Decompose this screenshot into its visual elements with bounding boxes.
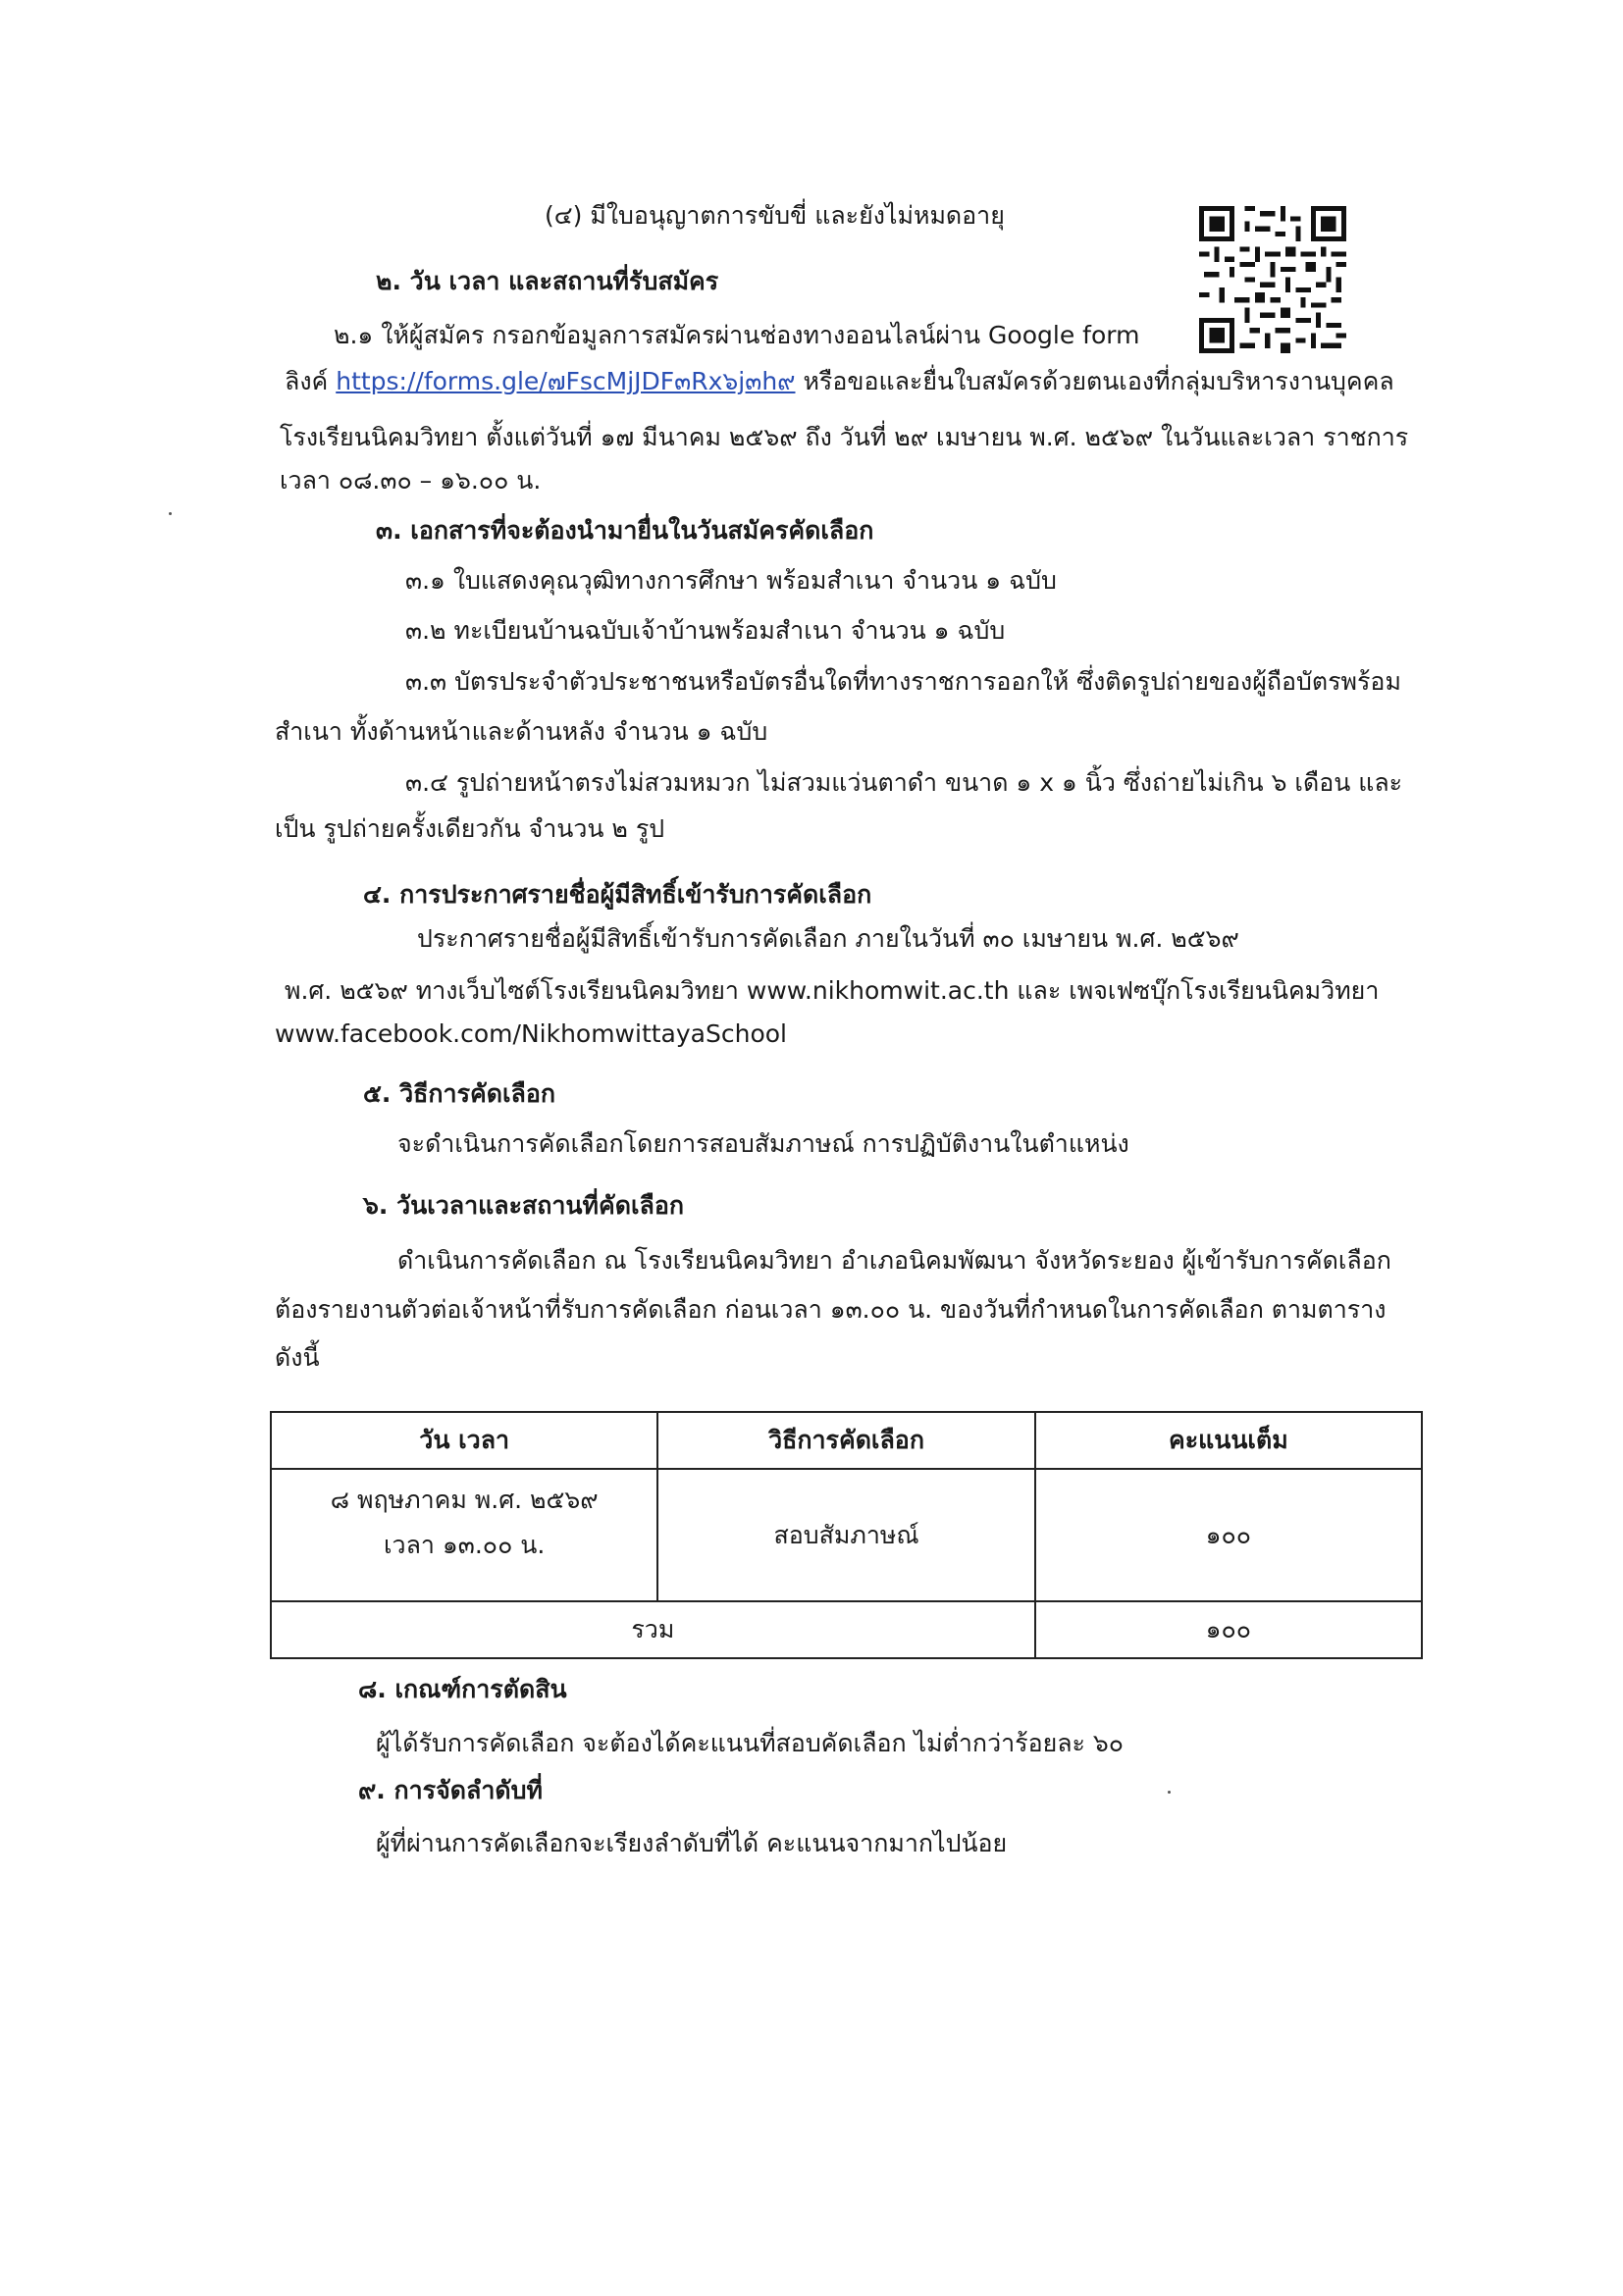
total-label-cell: รวม [271,1601,1035,1658]
section-3-4-line-2: เป็น รูปถ่ายครั้งเดียวกัน จำนวน ๒ รูป [275,814,665,843]
section-3-heading: ๓. เอกสารที่จะต้องนำมายื่นในวันสมัครคัดเลือก [376,516,874,545]
section-6-line-1: ดำเนินการคัดเลือก ณ โรงเรียนนิคมวิทยา อำเภอนิคมพัฒนา จังหวัดระยอง ผู้เข้ารับการคัดเลือก [397,1246,1391,1275]
section-8-heading: ๘. เกณฑ์การตัดสิน [358,1675,567,1703]
section-3-3-line-1: ๓.๓ บัตรประจำตัวประชาชนหรือบัตรอื่นใดที่ทางราชการออกให้ ซึ่งติดรูปถ่ายของผู้ถือบัตรพร้อม [405,667,1401,696]
date-text: ๘ พฤษภาคม พ.ศ. ๒๕๖๙ [330,1486,599,1514]
section-4-heading: ๔. การประกาศรายชื่อผู้มีสิทธิ์เข้ารับการคัดเลือก [363,880,872,909]
section-5-heading: ๕. วิธีการคัดเลือก [363,1079,555,1108]
table-header: วัน เวลา [271,1412,657,1469]
score-cell: ๑๐๐ [1035,1469,1422,1601]
section-2-1-line-2 [285,365,1394,398]
section-4-line-2: พ.ศ. ๒๕๖๙ ทางเว็บไซต์โรงเรียนนิคมวิทยา www.nikhomwit.ac.th และ เพจเฟซบุ๊กโรงเรียนนิคมวิทยา [285,976,1380,1005]
section-2-1-line-4: เวลา ๐๘.๓๐ – ๑๖.๐๐ น. [280,466,542,495]
date-time-cell [271,1469,657,1601]
section-4-line-3: www.facebook.com/NikhomwittayaSchool [275,1019,787,1048]
section-8-line-1: ผู้ได้รับการคัดเลือก จะต้องได้คะแนนที่สอบคัดเลือก ไม่ต่ำกว่าร้อยละ ๖๐ [376,1729,1125,1757]
license-requirement-line: (๔) มีใบอนุญาตการขับขี่ และยังไม่หมดอายุ [545,201,1005,230]
section-9-line-1: ผู้ที่ผ่านการคัดเลือกจะเรียงลำดับที่ได้ คะแนนจากมากไปน้อย [376,1829,1008,1857]
section-3-3-line-2: สำเนา ทั้งด้านหน้าและด้านหลัง จำนวน ๑ ฉบับ [275,717,768,746]
time-text: เวลา ๑๓.๐๐ น. [384,1531,546,1559]
scan-speck [1168,1791,1171,1794]
scan-speck [169,512,172,515]
table-header-row [271,1412,1422,1469]
section-3-2: ๓.๒ ทะเบียนบ้านฉบับเจ้าบ้านพร้อมสำเนา จำนวน ๑ ฉบับ [405,616,1006,645]
section-3-4-line-1: ๓.๔ รูปถ่ายหน้าตรงไม่สวมหมวก ไม่สวมแว่นตาดำ ขนาด ๑ x ๑ นิ้ว ซึ่งถ่ายไม่เกิน ๖ เดือน และ [405,768,1403,797]
table-header: วิธีการคัดเลือก [657,1412,1034,1469]
section-3-1: ๓.๑ ใบแสดงคุณวุฒิทางการศึกษา พร้อมสำเนา จำนวน ๑ ฉบับ [405,566,1057,595]
section-6-heading: ๖. วันเวลาและสถานที่คัดเลือก [363,1191,684,1220]
total-score-cell: ๑๐๐ [1035,1601,1422,1658]
section-5-line-1: จะดำเนินการคัดเลือกโดยการสอบสัมภาษณ์ การปฏิบัติงานในตำแหน่ง [397,1129,1129,1158]
table-total-row [271,1601,1422,1658]
method-cell: สอบสัมภาษณ์ [657,1469,1034,1601]
section-9-heading: ๙. การจัดลำดับที่ [358,1776,543,1804]
section-6-line-3: ดังนี้ [275,1343,320,1372]
section-2-1-line-3: โรงเรียนนิคมวิทยา ตั้งแต่วันที่ ๑๗ มีนาคม ๒๕๖๙ ถึง วันที่ ๒๙ เมษายน พ.ศ. ๒๕๖๙ ในวันและเวลา ราชการ [280,423,1409,451]
section-2-1-line-1: ๒.๑ ให้ผู้สมัคร กรอกข้อมูลการสมัครผ่านช่องทางออนไลน์ผ่าน Google form [334,321,1140,349]
table-header: คะแนนเต็ม [1035,1412,1422,1469]
link-prefix: ลิงค์ [285,367,329,395]
section-6-line-2: ต้องรายงานตัวต่อเจ้าหน้าที่รับการคัดเลือก ก่อนเวลา ๑๓.๐๐ น. ของวันที่กำหนดในการคัดเลือก ตามตาราง [275,1295,1387,1324]
table-row [271,1469,1422,1601]
qr-code-icon [1199,206,1346,353]
section-2-heading: ๒. วัน เวลา และสถานที่รับสมัคร [376,267,719,295]
section-4-line-1: ประกาศรายชื่อผู้มีสิทธิ์เข้ารับการคัดเลือก ภายในวันที่ ๓๐ เมษายน พ.ศ. ๒๕๖๙ [417,924,1239,953]
google-form-link[interactable]: https://forms.gle/๗FscMjJDF๓Rx๖j๓h๙ [336,367,796,395]
selection-schedule-table [270,1411,1423,1659]
link-suffix: หรือขอและยื่นใบสมัครด้วยตนเองที่กลุ่มบริหารงานบุคคล [803,367,1394,395]
